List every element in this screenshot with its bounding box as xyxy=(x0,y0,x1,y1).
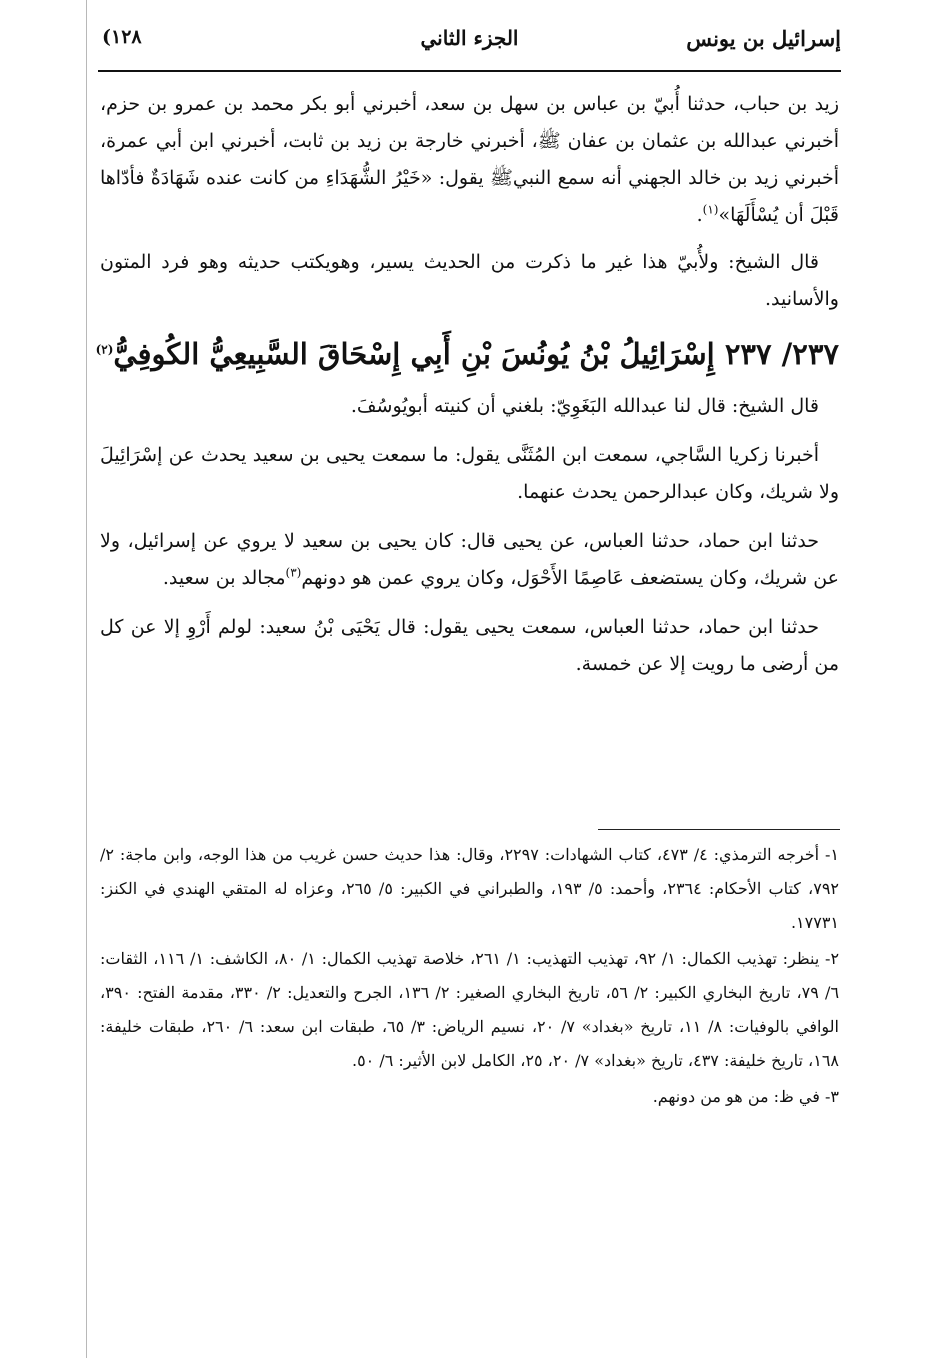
footnote-ref-2: (٢) xyxy=(95,342,114,357)
page-number: (١٢٨ xyxy=(102,26,142,48)
paragraph-ibn-hammad-1 xyxy=(100,523,839,597)
footnotes xyxy=(100,838,839,1116)
section-title xyxy=(95,330,839,378)
footnote-ref-1: (١) xyxy=(702,202,719,217)
running-title: إسرائيل بن يونس xyxy=(686,26,841,51)
paragraph-hadith-text: زيد بن حباب، حدثنا أُبيّ بن عباس بن سهل بن سعد، أخبرني أبو بكر محمد بن عمرو بن حزم، أخبرني عبدالله بن عثمان بن عفان ﷺ، أخبرني خارجة بن زيد بن ثابت، أخبرني ابن أبي عمرة، أخبرني زيد بن خالد الجهني أنه سمع النبيﷺ يقول: «خَيْرُ الشُّهَدَاءِ من كانت عنده شَهَادَةٌ فأدّاها قَبْلَ أن يُسْأَلَهَا» xyxy=(100,93,839,226)
paragraph-hadith xyxy=(100,86,839,234)
footnote-3: ٣- في ظ: من هو من دونهم. xyxy=(652,1087,839,1106)
footnote-2: ٢- ينظر: تهذيب الكمال: ١/ ٩٢، تهذيب التهذيب: ١/ ٢٦١، خلاصة تهذيب الكمال: ١/ ٨٠، الكاشف: ١/ ١١٦، الثقات: ٦/ ٧٩، تاريخ البخاري الكبير: ٢/ ٥٦، تاريخ البخاري الصغير: ٢/ ١٣٦، الجرح والتعديل: ٢/ ٣٣٠، مقدمة الفتح: ٣٩٠، الوافي بالوفيات: ٨/ ١١، تاريخ «بغداد» ٧/ ٢٠، نسيم الرياض: ٣/ ٦٥، طبقات ابن سعد: ٦/ ٢٦٠، طبقات خليفة: ١٦٨، تاريخ خليفة: ٤٣٧، تاريخ «بغداد» ٧/ ٢٠، ٢٥، الكامل لابن الأثير: ٦/ ٥٠. xyxy=(100,949,840,1070)
scan-edge-line xyxy=(86,0,87,1358)
page-header xyxy=(98,14,841,72)
volume-label: الجزء الثاني xyxy=(420,26,519,50)
paragraph-hadith-end: . xyxy=(696,204,703,226)
footnote-ref-3: (٣) xyxy=(285,565,302,580)
footnote-separator xyxy=(598,829,840,830)
paragraph-ibn-hammad-1-end: مجالد بن سعيد. xyxy=(162,567,286,589)
header-divider xyxy=(98,70,841,72)
paragraph-sheikh-note: قال الشيخ: ولأُبيّ هذا غير ما ذكرت من الحديث يسير، وهويكتب حديثه وهو فرد المتون والأسانيد. xyxy=(100,251,839,310)
section-title-text: ٢٣٧/ ٢٣٧ إِسْرَائِيلُ بْنُ يُونُسَ بْنِ أَبِي إِسْحَاقَ السَّبِيعِيُّ الكُوفِيُّ xyxy=(113,337,839,371)
paragraph-ibn-hammad-2: حدثنا ابن حماد، حدثنا العباس، سمعت يحيى يقول: قال يَحْيَى بْنُ سعيد: لولم أَرْوِ إلا عن كل من أرضى ما رويت إلا عن خمسة. xyxy=(100,616,839,675)
footnote-1: ١- أخرجه الترمذي: ٤/ ٤٧٣، كتاب الشهادات: ٢٢٩٧، وقال: هذا حديث حسن غريب من هذا الوجه، وابن ماجة: ٢/ ٧٩٢، كتاب الأحكام: ٢٣٦٤، وأحمد: ٥/ ١٩٣، والطبراني في الكبير: ٥/ ٢٦٥، وعزاه له المتقي الهندي في الكنز: ١٧٧٣١. xyxy=(100,845,839,932)
main-text xyxy=(95,86,839,695)
paragraph-saji: أخبرنا زكريا السَّاجي، سمعت ابن المُثَنَّى يقول: ما سمعت يحيى بن سعيد يحدث عن إسْرَائِيلَ ولا شريك، وكان عبدالرحمن يحدث عنهما. xyxy=(100,444,839,503)
paragraph-kunya: قال الشيخ: قال لنا عبدالله البَغَوِيّ: بلغني أن كنيته أبويُوسُفَ. xyxy=(350,395,819,417)
paragraph-ibn-hammad-1-text: حدثنا ابن حماد، حدثنا العباس، عن يحيى قال: كان يحيى بن سعيد لا يروي عن إسرائيل، ولا عن شريك، وكان يستضعف عَاصِمًا الأَحْوَل، وكان يروي عمن هو دونهم xyxy=(100,530,839,589)
